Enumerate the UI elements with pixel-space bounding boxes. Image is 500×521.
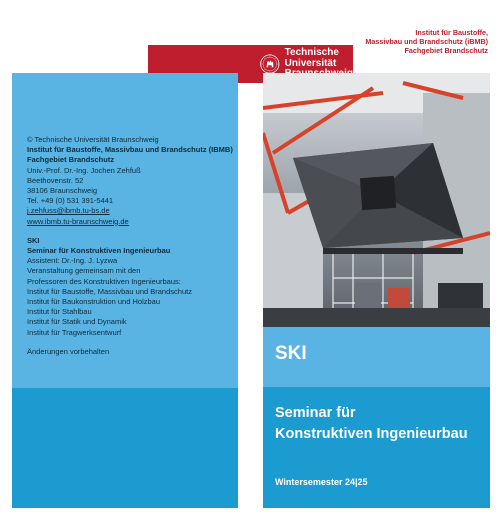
institute-name: Institut für Baustoffe, Massivbau und Brandschutz (IBMB)	[27, 145, 233, 155]
institute-line: Institut für Baustoffe,	[415, 28, 488, 37]
cover-title-band	[263, 327, 490, 387]
email-link[interactable]: j.zehfuss@ibmb.tu-bs.de	[27, 206, 110, 216]
assistant-name: Assistent: Dr.-Ing. J. Lyzwa	[27, 256, 118, 266]
cover-title: SKI	[275, 343, 307, 364]
contact-person: Univ.-Prof. Dr.-Ing. Jochen Zehfuß	[27, 165, 141, 175]
ski-subheading: Seminar für Konstruktiven Ingenieurbau	[27, 246, 171, 256]
info-line: Veranstaltung gemeinsam mit den	[27, 266, 141, 276]
info-line: Institut für Baukonstruktion und Holzbau	[27, 297, 160, 307]
copyright-text: © Technische Universität Braunschweig	[27, 135, 159, 144]
subtitle-line: Seminar für	[275, 405, 356, 421]
institute-line: Massivbau und Brandschutz (iBMB)	[365, 36, 488, 46]
info-line: Institut für Baustoffe, Massivbau und Brandschutz	[27, 286, 192, 296]
back-panel-dark	[12, 388, 238, 508]
subtitle-line: Konstruktiven Ingenieurbau	[275, 426, 468, 442]
photo-illustration	[263, 73, 490, 327]
street-address: Beethovenstr. 52	[27, 175, 84, 185]
department-name: Fachgebiet Brandschutz	[27, 155, 115, 165]
info-line: Professoren des Konstruktiven Ingenieurbaus:	[27, 276, 181, 286]
info-line: Institut für Stahlbau	[27, 307, 92, 317]
cover-subtitle-band	[263, 387, 490, 508]
website-link[interactable]: www.ibmb.tu-braunschweig.de	[27, 216, 129, 226]
fire-test-facility-photo	[263, 73, 490, 327]
semester-label: Wintersemester 24|25	[275, 477, 368, 487]
logo-line: Universität	[284, 57, 337, 69]
phone-number: Tel. +49 (0) 531 391-5441	[27, 196, 114, 206]
logo-line: Technische	[284, 47, 339, 59]
institute-header	[365, 29, 488, 55]
back-panel	[12, 73, 238, 508]
info-line: Institut für Statik und Dynamik	[27, 317, 127, 327]
cover-subtitle	[275, 403, 468, 445]
ski-heading: SKI	[27, 235, 40, 245]
institute-line: Fachgebiet Brandschutz	[404, 45, 488, 55]
changes-note: Änderungen vorbehalten	[27, 346, 110, 356]
info-line: Institut für Tragwerksentwurf	[27, 327, 122, 337]
contact-block	[27, 135, 235, 357]
city-address: 38106 Braunschweig	[27, 186, 98, 196]
